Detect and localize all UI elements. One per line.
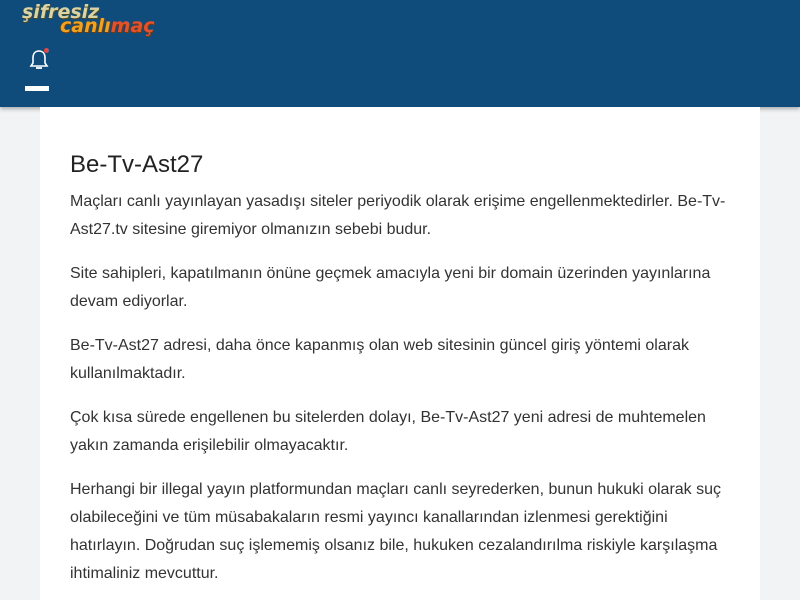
logo-text-top: şifresiz bbox=[22, 1, 100, 23]
logo-text-mac: maç bbox=[110, 15, 155, 37]
notification-badge bbox=[44, 48, 49, 53]
paragraph: Herhangi bir illegal yayın platformundan maçları canlı seyrederken, bunun hukuki olarak suç olabileceğini ve tüm müsabakaların resmi yayıncı kanallarından izlenmesi gerektiğini hatırlayın. Doğrudan suç işlememiş olsanız bile, hukuken cezalandırılma riskiyle karşılaşma ihtimaliniz mevcuttur. bbox=[70, 481, 722, 582]
paragraph: Maçları canlı yayınlayan yasadışı siteler periyodik olarak erişime engellenmektedirler. Be-Tv-Ast27.tv sitesine giremiyor olmanızın sebebi budur. bbox=[70, 193, 726, 238]
site-header bbox=[0, 0, 800, 107]
logo-text-bottom bbox=[60, 15, 155, 37]
article-card bbox=[40, 107, 760, 600]
menu-toggle-button[interactable] bbox=[25, 86, 49, 91]
page-title: Be-Tv-Ast27 bbox=[70, 151, 204, 178]
paragraph: Be-Tv-Ast27 adresi, daha önce kapanmış olan web sitesinin güncel giriş yöntemi olarak kullanılmaktadır. bbox=[70, 337, 689, 382]
site-logo[interactable] bbox=[20, 2, 165, 40]
paragraph: Site sahipleri, kapatılmanın önüne geçmek amacıyla yeni bir domain üzerinden yayınlarına devam ediyorlar. bbox=[70, 265, 711, 310]
paragraph: Çok kısa sürede engellenen bu sitelerden dolayı, Be-Tv-Ast27 yeni adresi de muhtemelen yakın zamanda erişilebilir olmayacaktır. bbox=[70, 409, 706, 454]
logo-text-canli: canlı bbox=[60, 15, 111, 37]
